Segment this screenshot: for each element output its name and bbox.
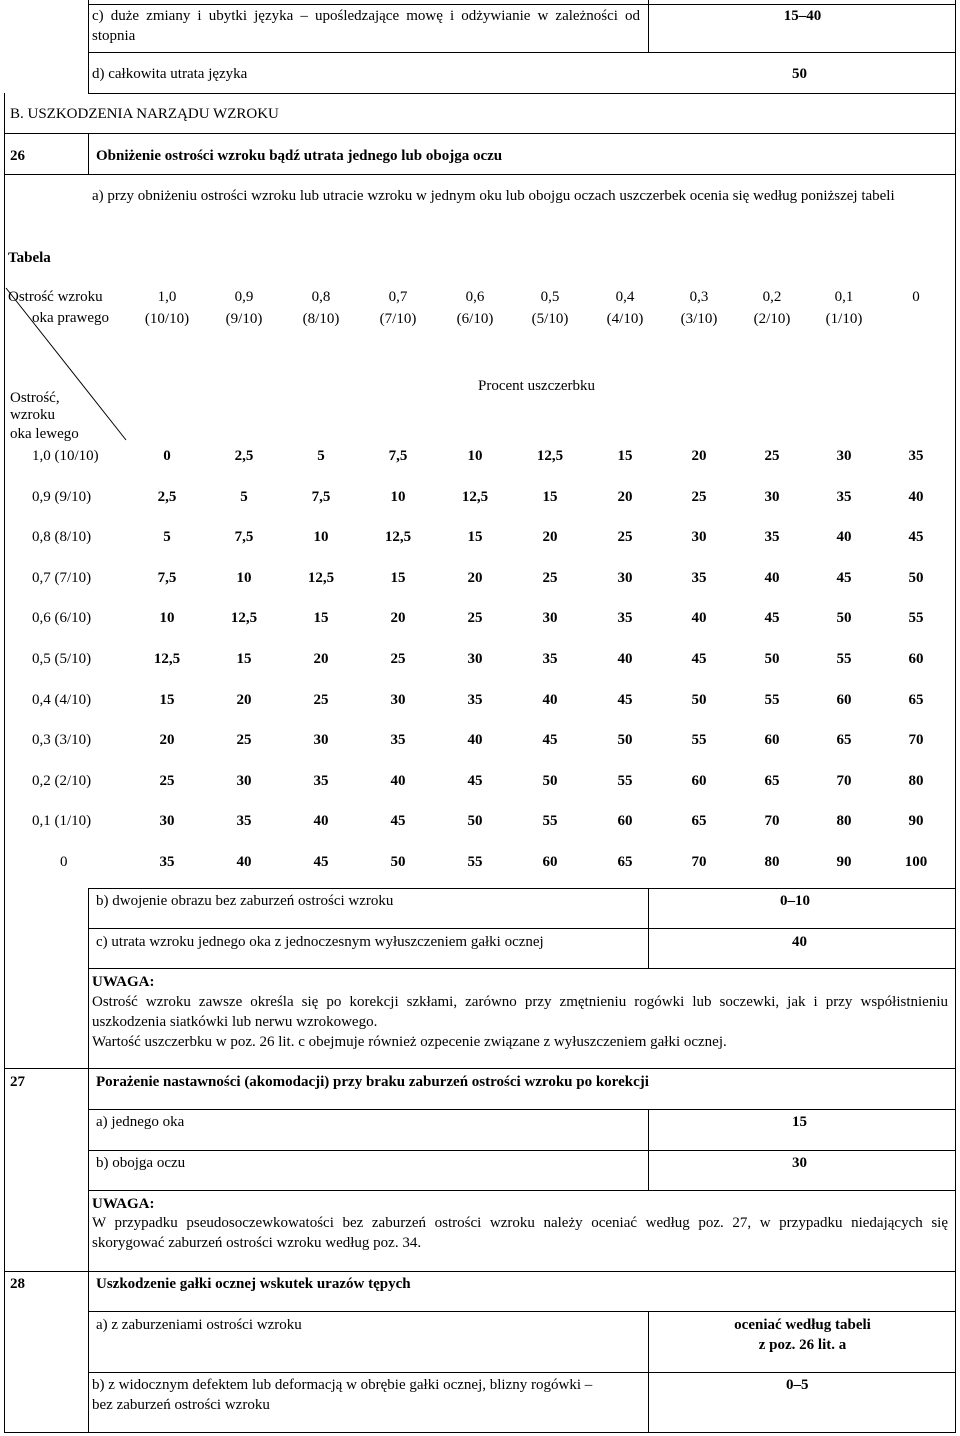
table-row-label: 0,9 (9/10) <box>32 488 92 505</box>
table-cell: 55 <box>467 854 483 870</box>
table-cell: 5 <box>163 529 171 546</box>
uwaga-27-text: W przypadku pseudosoczewkowatości bez zaburzeń ostrości wzroku należy oceniać według poz. 27, w przypadku niedających się skorygować zaburzeń ostrości wzroku według poz. 34. <box>92 1215 948 1251</box>
table-cell: 45 <box>542 732 558 749</box>
item-26-b-text: b) dwojenie obrazu bez zaburzeń ostrości wzroku <box>96 893 394 909</box>
table-cell: 35 <box>467 691 483 708</box>
column-header-value: 0,4 <box>615 289 635 305</box>
table-cell: 20 <box>542 529 558 546</box>
table-row-label: 0,7 (7/10) <box>32 569 92 586</box>
item-26-title: Obniżenie ostrości wzroku bądź utrata jednego lub obojga oczu <box>96 148 503 164</box>
table-cell: 80 <box>836 813 852 830</box>
table-cell: 40 <box>691 610 707 627</box>
table-cell: 25 <box>390 651 406 667</box>
table-cell: 7,5 <box>157 569 177 586</box>
table-cell: 7,5 <box>388 448 408 464</box>
column-header-value: 0,8 <box>311 289 331 305</box>
table-cell: 15 <box>159 691 175 708</box>
table-cell: 25 <box>159 772 175 789</box>
table-cell: 30 <box>236 772 252 789</box>
rule <box>648 1311 649 1433</box>
table-cell: 35 <box>764 529 780 546</box>
table-cell: 70 <box>764 813 780 830</box>
item-26-c-text: c) utrata wzroku jednego oka z jednoczesnym wyłuszczeniem gałki ocznej <box>96 934 544 950</box>
table-cell: 10 <box>236 569 252 586</box>
rule <box>4 1068 956 1069</box>
item-26-b-value: 0–10 <box>780 893 810 909</box>
rule <box>648 888 649 968</box>
row-c-value: 15–40 <box>783 8 822 24</box>
table-cell: 40 <box>542 691 558 708</box>
column-header-value: 0,6 <box>465 289 485 305</box>
table-cell: 20 <box>313 651 329 667</box>
item-27-a-text: a) jednego oka <box>96 1114 185 1130</box>
item-28-a-text: a) z zaburzeniami ostrości wzroku <box>96 1317 302 1333</box>
table-cell: 40 <box>908 488 924 505</box>
column-header-fraction: (9/10) <box>225 311 263 327</box>
uwaga-26-text-2: Wartość uszczerbku w poz. 26 lit. c obejmuje również ozpecenie związane z wyłuszczeniem gałki ocznej. <box>92 1034 727 1050</box>
table-cell: 50 <box>390 854 406 870</box>
table-cell: 55 <box>908 610 924 627</box>
table-cell: 2,5 <box>157 488 177 505</box>
uwaga-26-text-1: Ostrość wzroku zawsze określa się po korekcji szkłami, zarówno przy zmętnieniu rogówki lub soczewki, jak i przy współistnieniu uszkodzenia siatkówki lub nerwu wzrokowego. <box>92 994 948 1030</box>
column-header-value: 1,0 <box>157 289 177 305</box>
item-27-b-text: b) obojga oczu <box>96 1155 186 1171</box>
row-c-text: c) duże zmiany i ubytki języka – upośledzające mowę i odżywianie w zależności od stopnia <box>92 8 640 44</box>
table-cell: 40 <box>390 772 406 789</box>
item-28-a-value-2: z poz. 26 lit. a <box>758 1337 847 1353</box>
table-row-label: 0,3 (3/10) <box>32 732 92 749</box>
column-header-value: 0 <box>912 289 920 305</box>
table-cell: 50 <box>764 651 780 667</box>
table-cell: 15 <box>542 488 558 505</box>
table-cell: 40 <box>236 854 252 870</box>
table-cell: 25 <box>313 691 329 708</box>
item-28-number: 28 <box>10 1276 25 1292</box>
column-header-fraction: (2/10) <box>753 311 791 327</box>
item-26-a-text: a) przy obniżeniu ostrości wzroku lub utracie wzroku w jednym oku lub obojgu oczach uszczerbek ocenia się według poniższej tabeli <box>92 188 895 204</box>
table-cell: 65 <box>836 732 852 749</box>
table-cell: 20 <box>159 732 175 749</box>
table-cell: 45 <box>467 772 483 789</box>
rule <box>88 1372 956 1373</box>
table-cell: 30 <box>836 448 852 464</box>
table-cell: 45 <box>390 813 406 830</box>
table-cell: 30 <box>390 691 406 708</box>
table-cell: 45 <box>313 854 329 870</box>
table-cell: 50 <box>617 732 633 749</box>
column-header-fraction: (8/10) <box>302 311 340 327</box>
left-eye-label-3: oka lewego <box>10 426 79 442</box>
right-eye-label-1: Ostrość wzroku <box>8 289 103 305</box>
row-d-value: 50 <box>792 66 807 82</box>
table-cell: 15 <box>617 448 633 464</box>
table-cell: 12,5 <box>461 488 489 505</box>
table-cell: 40 <box>836 529 852 546</box>
table-cell: 35 <box>313 772 329 789</box>
column-header-value: 0,1 <box>834 289 854 305</box>
table-cell: 5 <box>240 488 248 505</box>
column-header-value: 0,5 <box>540 289 560 305</box>
section-heading: B. USZKODZENIA NARZĄDU WZROKU <box>10 106 279 122</box>
table-cell: 10 <box>159 610 175 627</box>
item-27-title: Porażenie nastawności (akomodacji) przy braku zaburzeń ostrości wzroku po korekcji <box>96 1074 649 1090</box>
rule <box>4 1432 956 1433</box>
item-27-number: 27 <box>10 1074 25 1090</box>
item-28-b-value: 0–5 <box>786 1377 809 1393</box>
table-cell: 55 <box>542 813 558 830</box>
item-27-b-value: 30 <box>792 1155 807 1171</box>
table-cell: 25 <box>542 569 558 586</box>
table-cell: 40 <box>467 732 483 749</box>
table-cell: 15 <box>467 529 483 546</box>
column-header-fraction: (7/10) <box>379 311 417 327</box>
table-cell: 30 <box>764 488 780 505</box>
item-26-c-value: 40 <box>792 934 807 950</box>
item-28-b-text: b) z widocznym defektem lub deformacją w obrębie gałki ocznej, blizny rogówki – bez zaburzeń ostrości wzroku <box>92 1377 593 1413</box>
table-cell: 20 <box>467 569 483 586</box>
column-header-fraction: (6/10) <box>456 311 494 327</box>
table-cell: 50 <box>691 691 707 708</box>
column-header-value: 0,9 <box>234 289 254 305</box>
table-cell: 80 <box>908 772 924 789</box>
table-cell: 30 <box>617 569 633 586</box>
table-cell: 35 <box>691 569 707 586</box>
table-cell: 50 <box>467 813 483 830</box>
table-row-label: 0,2 (2/10) <box>32 772 92 789</box>
table-cell: 12,5 <box>153 651 181 667</box>
procent-label: Procent uszczerbku <box>478 378 596 394</box>
table-row-label: 0,6 (6/10) <box>32 610 92 627</box>
column-header-value: 0,3 <box>689 289 709 305</box>
rule <box>648 1109 649 1190</box>
table-cell: 45 <box>908 529 924 546</box>
column-header-value: 0,7 <box>388 289 408 305</box>
table-cell: 2,5 <box>234 448 254 464</box>
rule <box>4 1271 956 1272</box>
table-cell: 60 <box>764 732 780 749</box>
table-cell: 60 <box>908 651 924 667</box>
table-cell: 65 <box>691 813 707 830</box>
table-cell: 25 <box>691 488 707 505</box>
rule <box>88 1311 956 1312</box>
table-cell: 55 <box>691 732 707 749</box>
table-cell: 35 <box>159 854 175 870</box>
item-27-a-value: 15 <box>792 1114 807 1130</box>
tabela-label: Tabela <box>8 250 51 266</box>
table-cell: 40 <box>313 813 329 830</box>
rule <box>88 928 956 929</box>
table-row-label: 0,5 (5/10) <box>32 651 92 667</box>
table-row-label: 0,8 (8/10) <box>32 529 92 546</box>
table-cell: 50 <box>542 772 558 789</box>
rule <box>88 968 956 969</box>
table-cell: 7,5 <box>234 529 254 546</box>
left-eye-label-2: wzroku <box>10 407 55 423</box>
table-cell: 65 <box>764 772 780 789</box>
table-cell: 10 <box>467 448 483 464</box>
table-cell: 60 <box>691 772 707 789</box>
table-cell: 20 <box>617 488 633 505</box>
table-cell: 30 <box>313 732 329 749</box>
table-cell: 12,5 <box>536 448 564 464</box>
table-row-label: 0,4 (4/10) <box>32 691 92 708</box>
table-cell: 10 <box>390 488 406 505</box>
uwaga-26-title: UWAGA: <box>92 974 155 990</box>
table-cell: 55 <box>764 691 780 708</box>
rule <box>88 888 956 889</box>
item-26-number: 26 <box>10 148 25 164</box>
column-header-value: 0,2 <box>762 289 782 305</box>
table-cell: 35 <box>390 732 406 749</box>
table-row-label: 0 <box>60 854 68 870</box>
table-cell: 90 <box>836 854 852 870</box>
column-header-fraction: (3/10) <box>680 311 718 327</box>
table-cell: 25 <box>467 610 483 627</box>
table-cell: 65 <box>908 691 924 708</box>
table-cell: 70 <box>908 732 924 749</box>
table-cell: 5 <box>317 448 325 464</box>
table-cell: 30 <box>542 610 558 627</box>
table-cell: 25 <box>764 448 780 464</box>
table-cell: 30 <box>159 813 175 830</box>
left-eye-label-1: Ostrość, <box>10 390 60 406</box>
table-cell: 30 <box>467 651 483 667</box>
table-row-label: 0,1 (1/10) <box>32 813 92 830</box>
column-header-fraction: (4/10) <box>606 311 644 327</box>
table-cell: 65 <box>617 854 633 870</box>
table-cell: 25 <box>236 732 252 749</box>
table-cell: 35 <box>836 488 852 505</box>
table-cell: 12,5 <box>230 610 258 627</box>
table-cell: 12,5 <box>307 569 335 586</box>
rule <box>88 888 89 1433</box>
table-cell: 25 <box>617 529 633 546</box>
table-cell: 40 <box>617 651 633 667</box>
table-cell: 0 <box>163 448 171 464</box>
right-eye-label-2: oka prawego <box>32 310 110 326</box>
table-cell: 45 <box>836 569 852 586</box>
item-28-a-value-1: oceniać według tabeli <box>734 1317 871 1333</box>
table-cell: 35 <box>542 651 558 667</box>
rule <box>88 1190 956 1191</box>
column-header-fraction: (1/10) <box>825 311 863 327</box>
table-cell: 7,5 <box>311 488 331 505</box>
table-cell: 80 <box>764 854 780 870</box>
rule <box>88 1109 956 1110</box>
table-cell: 10 <box>313 529 329 546</box>
table-cell: 60 <box>836 691 852 708</box>
table-cell: 100 <box>904 854 928 870</box>
table-cell: 30 <box>691 529 707 546</box>
table-cell: 55 <box>836 651 852 667</box>
table-cell: 45 <box>691 651 707 667</box>
table-cell: 45 <box>617 691 633 708</box>
table-cell: 90 <box>908 813 924 830</box>
column-header-fraction: (10/10) <box>144 311 190 327</box>
table-cell: 40 <box>764 569 780 586</box>
table-cell: 15 <box>236 651 252 667</box>
table-cell: 70 <box>836 772 852 789</box>
table-cell: 35 <box>236 813 252 830</box>
table-cell: 55 <box>617 772 633 789</box>
table-cell: 50 <box>836 610 852 627</box>
table-cell: 15 <box>313 610 329 627</box>
table-cell: 15 <box>390 569 406 586</box>
table-cell: 35 <box>617 610 633 627</box>
table-cell: 60 <box>617 813 633 830</box>
column-header-fraction: (5/10) <box>531 311 569 327</box>
rule <box>88 1150 956 1151</box>
uwaga-27-title: UWAGA: <box>92 1196 155 1212</box>
table-cell: 20 <box>390 610 406 627</box>
table-cell: 70 <box>691 854 707 870</box>
item-28-title: Uszkodzenie gałki ocznej wskutek urazów tępych <box>96 1276 411 1292</box>
table-cell: 60 <box>542 854 558 870</box>
table-cell: 12,5 <box>384 529 412 546</box>
table-row-label: 1,0 (10/10) <box>32 448 99 464</box>
table-cell: 35 <box>908 448 924 464</box>
table-cell: 20 <box>691 448 707 464</box>
table-cell: 45 <box>764 610 780 627</box>
row-d-text: d) całkowita utrata języka <box>92 66 248 82</box>
table-cell: 50 <box>908 569 924 586</box>
table-cell: 20 <box>236 691 252 708</box>
